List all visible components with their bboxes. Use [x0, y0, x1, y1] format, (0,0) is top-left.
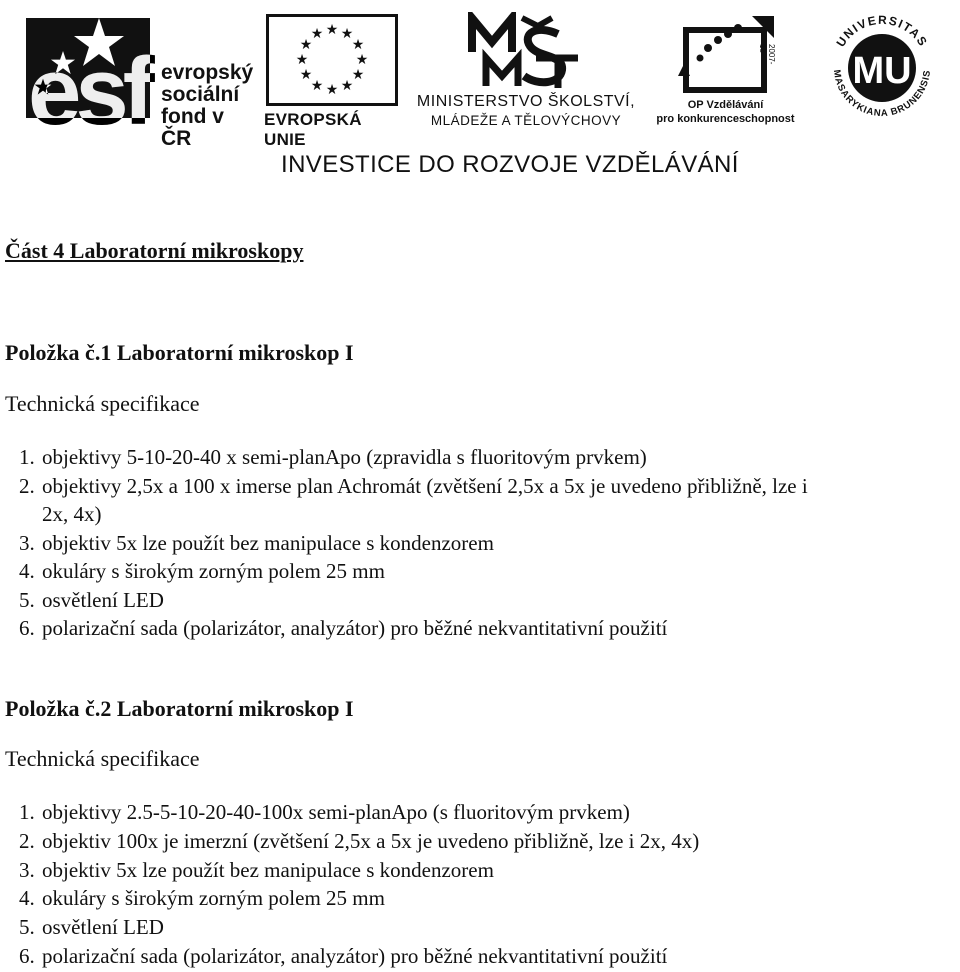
spec-list-item: 2. objektivy 2,5x a 100 x imerse plan Achromát (zvětšení 2,5x a 5x je uvedeno přibližně, lze i 2x, 4x) — [40, 472, 832, 529]
header-tagline: INVESTICE DO ROZVOJE VZDĚLÁVÁNÍ — [281, 151, 739, 178]
esf-caption-line2: sociální — [161, 83, 240, 106]
spec-list-item: 1. objektivy 5-10-20-40 x semi-planApo (zpravidla s fluoritovým prvkem) — [40, 443, 900, 472]
esf-caption-line1: evropský — [161, 61, 254, 84]
op-years: 2007-13 — [758, 44, 776, 65]
spec-list-item: 6. polarizační sada (polarizátor, analyzátor) pro běžné nekvantitativní použití — [40, 614, 900, 643]
svg-text:★: ★ — [310, 78, 324, 94]
spec-list-item: 3. objektiv 5x lze použít bez manipulace s kondenzorem — [40, 856, 900, 885]
item-1-subtitle: Technická specifikace — [5, 391, 200, 416]
svg-text:UNIVERSITAS: UNIVERSITAS — [833, 12, 931, 50]
svg-text:★: ★ — [299, 67, 313, 83]
msmt-caption — [410, 92, 642, 130]
svg-text:★: ★ — [355, 52, 369, 68]
spec-list-item: 5. osvětlení LED — [40, 586, 900, 615]
esf-caption — [161, 62, 256, 150]
svg-text:★: ★ — [325, 82, 339, 98]
svg-text:★: ★ — [351, 37, 365, 53]
svg-text:★: ★ — [325, 22, 339, 38]
svg-text:★: ★ — [351, 67, 365, 83]
item-1-title: Položka č.1 Laboratorní mikroskop I — [5, 340, 354, 365]
item-1-spec-list — [0, 443, 900, 643]
svg-text:★: ★ — [340, 78, 354, 94]
op-caption — [648, 98, 803, 126]
esf-logo — [26, 14, 256, 150]
part-title: Část 4 Laboratorní mikroskopy — [5, 238, 304, 263]
item-2-subtitle: Technická specifikace — [5, 746, 200, 771]
svg-text:★: ★ — [340, 26, 354, 42]
msmt-logo — [410, 10, 640, 128]
spec-list-item: 3. objektiv 5x lze použít bez manipulace s kondenzorem — [40, 529, 900, 558]
spec-list-item: 1. objektivy 2.5-5-10-20-40-100x semi-planApo (s fluoritovým prvkem) — [40, 798, 900, 827]
eu-logo — [264, 14, 404, 149]
eu-flag-icon — [266, 14, 398, 106]
university-seal — [822, 6, 942, 128]
op-caption-line1: OP Vzdělávání — [687, 99, 764, 111]
svg-text:★: ★ — [299, 37, 313, 53]
spec-list-item: 4. okuláry s širokým zorným polem 25 mm — [40, 884, 900, 913]
spec-list-item: 2. objektiv 100x je imerzní (zvětšení 2,5x a 5x je uvedeno přibližně, lze i 2x, 4x) — [40, 827, 900, 856]
esf-wordmark: esf — [28, 38, 149, 145]
svg-text:MU: MU — [852, 50, 912, 92]
spec-list-item: 6. polarizační sada (polarizátor, analyzátor) pro běžné nekvantitativní použití — [40, 942, 900, 971]
op-logo — [648, 10, 803, 128]
svg-text:★: ★ — [295, 52, 309, 68]
item-2-title: Položka č.2 Laboratorní mikroskop I — [5, 696, 354, 721]
svg-text:MASARYKIANA BRUNENSIS: MASARYKIANA BRUNENSIS — [830, 69, 934, 120]
svg-text:★: ★ — [310, 26, 324, 42]
item-2-spec-list — [0, 798, 900, 971]
msmt-caption-line2: MLÁDEŽE A TĚLOVÝCHOVY — [430, 113, 622, 128]
esf-caption-line3: fond v ČR — [161, 105, 224, 150]
msmt-caption-line1: MINISTERSTVO ŠKOLSTVÍ, — [416, 93, 636, 110]
msmt-monogram-icon — [466, 12, 584, 90]
eu-caption: EVROPSKÁ UNIE — [264, 110, 362, 149]
university-seal-icon — [822, 6, 942, 128]
op-caption-line2: pro konkurenceschopnost — [656, 113, 795, 125]
spec-list-item: 5. osvětlení LED — [40, 913, 900, 942]
spec-list-item: 4. okuláry s širokým zorným polem 25 mm — [40, 557, 900, 586]
